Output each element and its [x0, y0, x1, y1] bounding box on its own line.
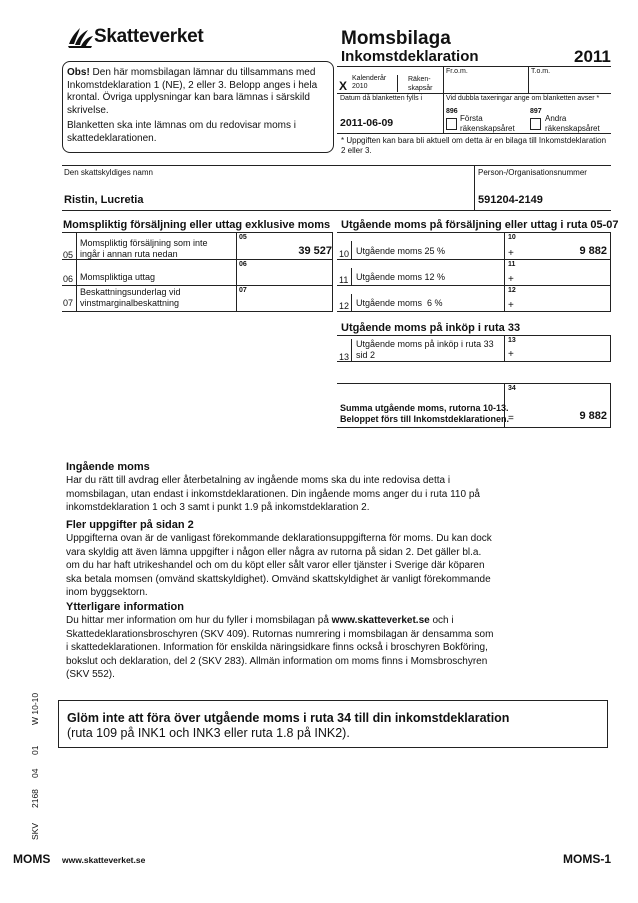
- row-10-value[interactable]: 9 882: [579, 245, 607, 257]
- fiscal-year-checkbox[interactable]: [399, 82, 400, 92]
- row-13-code: 13: [508, 337, 516, 344]
- info-heading-1: Ingående moms: [66, 461, 150, 473]
- row-12-value[interactable]: [520, 298, 606, 310]
- calendar-mark: X: [339, 79, 348, 93]
- info-para-3: [66, 614, 496, 682]
- row-13-label: Utgående moms på inköp i ruta 33 sid 2: [356, 339, 494, 360]
- side-skv: SKV: [30, 822, 40, 840]
- row-07-value[interactable]: [240, 298, 328, 310]
- date-filled-label: Datum då blanketten fylls i: [340, 95, 423, 102]
- row-05-value[interactable]: 39 527: [298, 245, 332, 257]
- row-06-code: 06: [239, 261, 247, 268]
- other-fy-checkbox[interactable]: [530, 118, 541, 130]
- row-05-label: Momspliktig försäljning som inte ingår i annan ruta nedan: [80, 238, 208, 259]
- row-10-label: Utgående moms 25 %: [356, 246, 446, 256]
- row-13-value[interactable]: [520, 347, 606, 359]
- left-section-title: Momspliktig försäljning eller uttag exklusive moms: [63, 219, 331, 231]
- notice-box: [62, 61, 334, 153]
- notice-text-2: Blanketten ska inte lämnas om du redovisar moms i skattedeklarationen.: [67, 120, 296, 144]
- row-10-num: 10: [339, 249, 350, 259]
- row-11-value[interactable]: [520, 272, 606, 284]
- form-title: Momsbilaga: [341, 28, 451, 49]
- first-fy-label: Första räkenskapsåret: [460, 114, 515, 133]
- row-06-label: Momspliktiga uttag: [80, 272, 156, 282]
- row-07-num: 07: [63, 298, 74, 308]
- row-05-code: 05: [239, 234, 247, 241]
- box-897: 897: [530, 108, 542, 115]
- row-12-label: Utgående moms 6 %: [356, 298, 443, 308]
- footer-form-code: MOMS-1: [563, 852, 611, 866]
- form-year: 2011: [574, 47, 611, 66]
- row-34-sign: =: [508, 413, 514, 424]
- row-06-value[interactable]: [240, 272, 328, 284]
- footer-url[interactable]: www.skatteverket.se: [62, 855, 146, 865]
- box-896: 896: [446, 108, 458, 115]
- skatteverket-logo: [66, 24, 206, 50]
- side-version: W 10-10: [30, 692, 40, 725]
- taxpayer-id-label: Person-/Organisationsnummer: [478, 168, 587, 177]
- side-form-number: 2168: [30, 789, 40, 808]
- fiscal-year-label: Räken- skapsår: [408, 76, 433, 92]
- brand-name: Skatteverket: [94, 26, 204, 47]
- row-13-num: 13: [339, 352, 350, 362]
- side-code-01: 01: [30, 745, 40, 755]
- info-para-1: Har du rätt till avdrag eller återbetalning av ingående moms ska du inte redovisa detta i momsbilagan, utan endast i inkomstdeklarationen. Din ingående moms anger du i ruta 110 på inkomstdeklaration 1 och 3 samt i punkt 1.9 på inkomstdeklaration 2.: [66, 475, 480, 513]
- footer-moms: MOMS: [13, 852, 51, 866]
- row-11-sign: +: [508, 274, 514, 285]
- date-filled-value: 2011-06-09: [340, 117, 394, 129]
- reminder-line-1: Glöm inte att föra över utgående moms i ruta 34 till din inkomstdeklaration: [67, 711, 510, 725]
- row-11-num: 11: [339, 275, 349, 285]
- taxpayer-name-value[interactable]: Ristin, Lucretia: [64, 194, 144, 206]
- reminder-line-2: (ruta 109 på INK1 och INK3 eller ruta 1.8 på INK2).: [67, 726, 350, 740]
- info-heading-2: Fler uppgifter på sidan 2: [66, 519, 194, 531]
- footnote: * Uppgiften kan bara bli aktuell om detta är en bilaga till Inkomstdeklaration 2 eller 3.: [341, 136, 607, 155]
- row-06-num: 06: [63, 274, 74, 284]
- sum-label-2: Beloppet förs till Inkomstdeklarationen.: [340, 414, 510, 424]
- row-07-label: Beskattningsunderlag vid vinstmarginalbeskattning: [80, 287, 181, 308]
- reminder-box: [58, 700, 608, 748]
- info-para-2: Uppgifterna ovan är de vanligast förekommande deklarationsuppgifterna för moms. Du kan dock vara skyldig att även lämna uppgifter i någon eller några av rutorna på sidan 2. Det gäller bl.a. om du har haft utrikeshandel och om du köpt eller sålt varor eller tjänster i Sverige där köparen ska betala momsen (omvänd skattskyldighet). Omvänd skattskyldighet är vanligt förekommande inom byggsektorn.: [66, 533, 492, 598]
- other-fy-label: Andra räkenskapsåret: [545, 114, 600, 133]
- notice-text-1: Den här momsbilagan lämnar du tillsammans med Inkomstdeklaration 1 (NE), 2 eller 3. Belopp anges i hela krontal. Övriga upplysningar kan bara lämnas i särskild skrivelse.: [67, 67, 318, 116]
- right-section-title: Utgående moms på försäljning eller uttag i ruta 05-07: [341, 219, 619, 231]
- row-07-code: 07: [239, 287, 247, 294]
- notice-obs: Obs!: [67, 67, 90, 78]
- row-34-value[interactable]: 9 882: [579, 410, 607, 422]
- row-10-code: 10: [508, 234, 516, 241]
- row-11-code: 11: [508, 261, 516, 268]
- row-34-code: 34: [508, 385, 516, 392]
- to-label: T.o.m.: [531, 68, 551, 75]
- form-subtitle: Inkomstdeklaration: [341, 48, 479, 65]
- purchase-section-title: Utgående moms på inköp i ruta 33: [341, 322, 521, 334]
- calendar-year-label: Kalenderår: [352, 75, 387, 82]
- from-label: Fr.o.m.: [446, 68, 468, 75]
- info-heading-3: Ytterligare information: [66, 601, 184, 613]
- skatteverket-link[interactable]: www.skatteverket.se: [331, 615, 430, 626]
- calendar-checkbox[interactable]: [338, 80, 349, 92]
- taxpayer-name-label: Den skattskyldiges namn: [64, 168, 153, 177]
- row-12-num: 12: [339, 301, 350, 311]
- row-12-code: 12: [508, 287, 516, 294]
- row-12-sign: +: [508, 300, 514, 311]
- first-fy-checkbox[interactable]: [446, 118, 457, 130]
- calendar-year-value: 2010: [352, 83, 368, 90]
- row-05-num: 05: [63, 250, 74, 260]
- double-tax-label: Vid dubbla taxeringar ange om blanketten avser *: [446, 95, 600, 102]
- side-code-04: 04: [30, 768, 40, 778]
- sum-label-1: Summa utgående moms, rutorna 10-13.: [340, 403, 509, 413]
- row-11-label: Utgående moms 12 %: [356, 272, 446, 282]
- taxpayer-id-value[interactable]: 591204-2149: [478, 194, 543, 206]
- info-para-3-post: och i Skattedeklarationsbroschyren (SKV 409). Rutornas numrering i momsbilagan är densamma som i skattedeklarationen. Information för enskilda näringsidkare finns också i broschyren Bokföring, bokslut och deklaration, del 2 (SKV 283). Allmän information om moms finns i Momsbroschyren (SKV 552).: [66, 615, 494, 680]
- crown-icon: [66, 24, 94, 48]
- row-10-sign: +: [508, 248, 514, 259]
- info-para-3-pre: Du hittar mer information om hur du fyller i momsbilagan på: [66, 615, 332, 626]
- row-13-sign: +: [508, 349, 514, 360]
